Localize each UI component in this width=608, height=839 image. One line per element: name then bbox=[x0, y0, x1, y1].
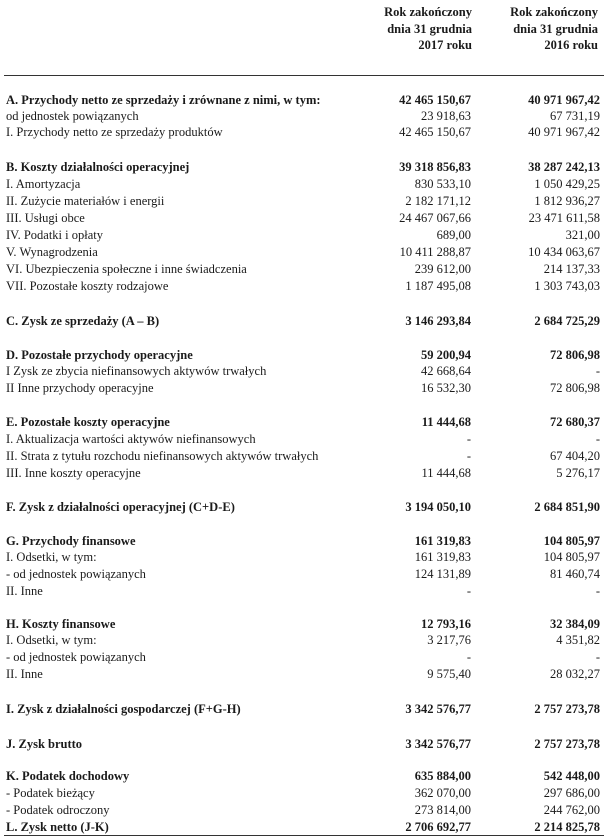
table-row bbox=[0, 666, 608, 682]
value-2016: 104 805,97 bbox=[543, 550, 600, 564]
value-2016: 2 757 273,78 bbox=[534, 737, 600, 751]
value-2016: 5 276,17 bbox=[556, 466, 600, 480]
table-row bbox=[0, 566, 608, 582]
row-label: I. Przychody netto ze sprzedaży produktów bbox=[6, 125, 223, 139]
table-row bbox=[0, 347, 608, 363]
column-header-2016-line3: 2016 roku bbox=[544, 38, 598, 52]
value-2017: 2 182 171,12 bbox=[405, 194, 471, 208]
header-divider bbox=[4, 75, 604, 76]
value-2017: 39 318 856,83 bbox=[399, 160, 471, 174]
value-2017: 42 465 150,67 bbox=[399, 125, 471, 139]
value-2016: - bbox=[595, 432, 600, 446]
table-row bbox=[0, 176, 608, 192]
column-header-2016 bbox=[470, 4, 598, 54]
value-2016: 1 303 743,03 bbox=[534, 279, 600, 293]
value-2017: 362 070,00 bbox=[414, 786, 471, 800]
row-label: VII. Pozostałe koszty rodzajowe bbox=[6, 279, 169, 293]
value-2016: 1 050 429,25 bbox=[534, 177, 600, 191]
row-label: III. Usługi obce bbox=[6, 211, 85, 225]
table-row bbox=[0, 819, 608, 835]
value-2017: 2 706 692,77 bbox=[405, 820, 471, 834]
value-2016: 72 680,37 bbox=[550, 415, 600, 429]
value-2017: 24 467 067,66 bbox=[399, 211, 471, 225]
value-2016: 40 971 967,42 bbox=[528, 93, 600, 107]
row-label: od jednostek powiązanych bbox=[6, 109, 139, 123]
row-label: - Podatek odroczony bbox=[6, 803, 110, 817]
row-label: F. Zysk z działalności operacyjnej (C+D-E) bbox=[6, 500, 235, 514]
value-2017: 830 533,10 bbox=[414, 177, 471, 191]
value-2017: 11 444,68 bbox=[421, 415, 471, 429]
row-label: VI. Ubezpieczenia społeczne i inne świadczenia bbox=[6, 262, 247, 276]
value-2016: 81 460,74 bbox=[550, 567, 600, 581]
table-row bbox=[0, 159, 608, 175]
value-2016: 38 287 242,13 bbox=[528, 160, 600, 174]
value-2016: 214 137,33 bbox=[543, 262, 600, 276]
value-2017: 10 411 288,87 bbox=[399, 245, 471, 259]
value-2017: 59 200,94 bbox=[421, 348, 471, 362]
row-label: II Inne przychody operacyjne bbox=[6, 381, 154, 395]
value-2017: 12 793,16 bbox=[421, 617, 471, 631]
value-2016: 67 731,19 bbox=[550, 109, 600, 123]
value-2017: 161 319,83 bbox=[414, 534, 471, 548]
value-2016: 1 812 936,27 bbox=[534, 194, 600, 208]
value-2016: 10 434 063,67 bbox=[528, 245, 600, 259]
value-2017: 689,00 bbox=[436, 228, 471, 242]
row-label: I Zysk ze zbycia niefinansowych aktywów trwałych bbox=[6, 364, 267, 378]
value-2017: 3 217,76 bbox=[427, 633, 471, 647]
value-2016: 72 806,98 bbox=[550, 381, 600, 395]
row-label: III. Inne koszty operacyjne bbox=[6, 466, 141, 480]
value-2017: 161 319,83 bbox=[414, 550, 471, 564]
table-row bbox=[0, 278, 608, 294]
value-2016: 72 806,98 bbox=[550, 348, 600, 362]
table-row bbox=[0, 108, 608, 124]
value-2017: 42 668,64 bbox=[421, 364, 471, 378]
table-row bbox=[0, 649, 608, 665]
row-label: I. Odsetki, w tym: bbox=[6, 550, 97, 564]
table-row bbox=[0, 616, 608, 632]
row-label: I. Zysk z działalności gospodarczej (F+G-H) bbox=[6, 702, 241, 716]
column-header-2017-line2: dnia 31 grudnia bbox=[387, 21, 472, 36]
table-row bbox=[0, 244, 608, 260]
value-2017: - bbox=[466, 584, 471, 598]
value-2017: 635 884,00 bbox=[414, 769, 471, 783]
value-2016: 297 686,00 bbox=[543, 786, 600, 800]
value-2016: 2 684 725,29 bbox=[534, 314, 600, 328]
value-2017: 23 918,63 bbox=[421, 109, 471, 123]
table-row bbox=[0, 632, 608, 648]
row-label: - od jednostek powiązanych bbox=[6, 650, 146, 664]
table-row bbox=[0, 768, 608, 784]
table-row bbox=[0, 380, 608, 396]
column-header-2017-line1: Rok zakończony bbox=[384, 5, 472, 19]
table-row bbox=[0, 701, 608, 717]
value-2017: 3 194 050,10 bbox=[405, 500, 471, 514]
value-2016: 321,00 bbox=[565, 228, 600, 242]
value-2017: 124 131,89 bbox=[414, 567, 471, 581]
table-row bbox=[0, 549, 608, 565]
table-row bbox=[0, 92, 608, 108]
table-row bbox=[0, 533, 608, 549]
value-2017: - bbox=[466, 650, 471, 664]
row-label: II. Inne bbox=[6, 667, 43, 681]
row-label: I. Amortyzacja bbox=[6, 177, 81, 191]
table-row bbox=[0, 193, 608, 209]
table-row bbox=[0, 802, 608, 818]
column-header-2016-line2: dnia 31 grudnia bbox=[513, 21, 598, 36]
total-underline bbox=[4, 835, 604, 836]
value-2016: - bbox=[595, 364, 600, 378]
value-2017: 3 342 576,77 bbox=[405, 737, 471, 751]
value-2016: 67 404,20 bbox=[550, 449, 600, 463]
value-2016: 104 805,97 bbox=[543, 534, 600, 548]
value-2016: - bbox=[595, 650, 600, 664]
row-label: H. Koszty finansowe bbox=[6, 617, 116, 631]
row-label: IV. Podatki i opłaty bbox=[6, 228, 103, 242]
column-header-2017-line3: 2017 roku bbox=[418, 38, 472, 52]
value-2016: - bbox=[595, 584, 600, 598]
value-2016: 32 384,09 bbox=[550, 617, 600, 631]
value-2017: - bbox=[466, 449, 471, 463]
row-label: II. Strata z tytułu rozchodu niefinansowych aktywów trwałych bbox=[6, 449, 319, 463]
value-2017: 3 342 576,77 bbox=[405, 702, 471, 716]
value-2017: 9 575,40 bbox=[427, 667, 471, 681]
row-label: J. Zysk brutto bbox=[6, 737, 83, 751]
value-2016: 2 684 851,90 bbox=[534, 500, 600, 514]
value-2017: - bbox=[466, 432, 471, 446]
value-2017: 11 444,68 bbox=[421, 466, 471, 480]
table-row bbox=[0, 313, 608, 329]
table-row bbox=[0, 431, 608, 447]
value-2016: 23 471 611,58 bbox=[528, 211, 600, 225]
value-2016: 2 757 273,78 bbox=[534, 702, 600, 716]
row-label: - Podatek bieżący bbox=[6, 786, 95, 800]
row-label: A. Przychody netto ze sprzedaży i zrównane z nimi, w tym: bbox=[6, 93, 321, 107]
row-label: I. Odsetki, w tym: bbox=[6, 633, 97, 647]
table-row bbox=[0, 227, 608, 243]
table-row bbox=[0, 785, 608, 801]
table-row bbox=[0, 124, 608, 140]
row-label: B. Koszty działalności operacyjnej bbox=[6, 160, 190, 174]
value-2016: 244 762,00 bbox=[543, 803, 600, 817]
table-row bbox=[0, 583, 608, 599]
value-2017: 273 814,00 bbox=[414, 803, 471, 817]
row-label: K. Podatek dochodowy bbox=[6, 769, 130, 783]
value-2016: 28 032,27 bbox=[550, 667, 600, 681]
value-2017: 3 146 293,84 bbox=[405, 314, 471, 328]
table-row bbox=[0, 499, 608, 515]
table-row bbox=[0, 465, 608, 481]
table-row bbox=[0, 448, 608, 464]
table-row bbox=[0, 261, 608, 277]
row-label: - od jednostek powiązanych bbox=[6, 567, 146, 581]
value-2016: 2 214 825,78 bbox=[534, 820, 600, 834]
table-row bbox=[0, 363, 608, 379]
value-2016: 4 351,82 bbox=[556, 633, 600, 647]
value-2017: 16 532,30 bbox=[421, 381, 471, 395]
row-label: E. Pozostałe koszty operacyjne bbox=[6, 415, 170, 429]
row-label: G. Przychody finansowe bbox=[6, 534, 136, 548]
table-row bbox=[0, 736, 608, 752]
column-header-2016-line1: Rok zakończony bbox=[510, 5, 598, 19]
value-2016: 542 448,00 bbox=[543, 769, 600, 783]
row-label: II. Zużycie materiałów i energii bbox=[6, 194, 165, 208]
row-label: C. Zysk ze sprzedaży (A – B) bbox=[6, 314, 160, 328]
table-row bbox=[0, 414, 608, 430]
value-2017: 1 187 495,08 bbox=[405, 279, 471, 293]
value-2017: 42 465 150,67 bbox=[399, 93, 471, 107]
row-label: II. Inne bbox=[6, 584, 43, 598]
value-2016: 40 971 967,42 bbox=[528, 125, 600, 139]
value-2017: 239 612,00 bbox=[414, 262, 471, 276]
row-label: D. Pozostałe przychody operacyjne bbox=[6, 348, 193, 362]
row-label: V. Wynagrodzenia bbox=[6, 245, 98, 259]
column-header-2017 bbox=[340, 4, 472, 54]
row-label: L. Zysk netto (J-K) bbox=[6, 820, 109, 834]
table-row bbox=[0, 210, 608, 226]
row-label: I. Aktualizacja wartości aktywów niefinansowych bbox=[6, 432, 256, 446]
